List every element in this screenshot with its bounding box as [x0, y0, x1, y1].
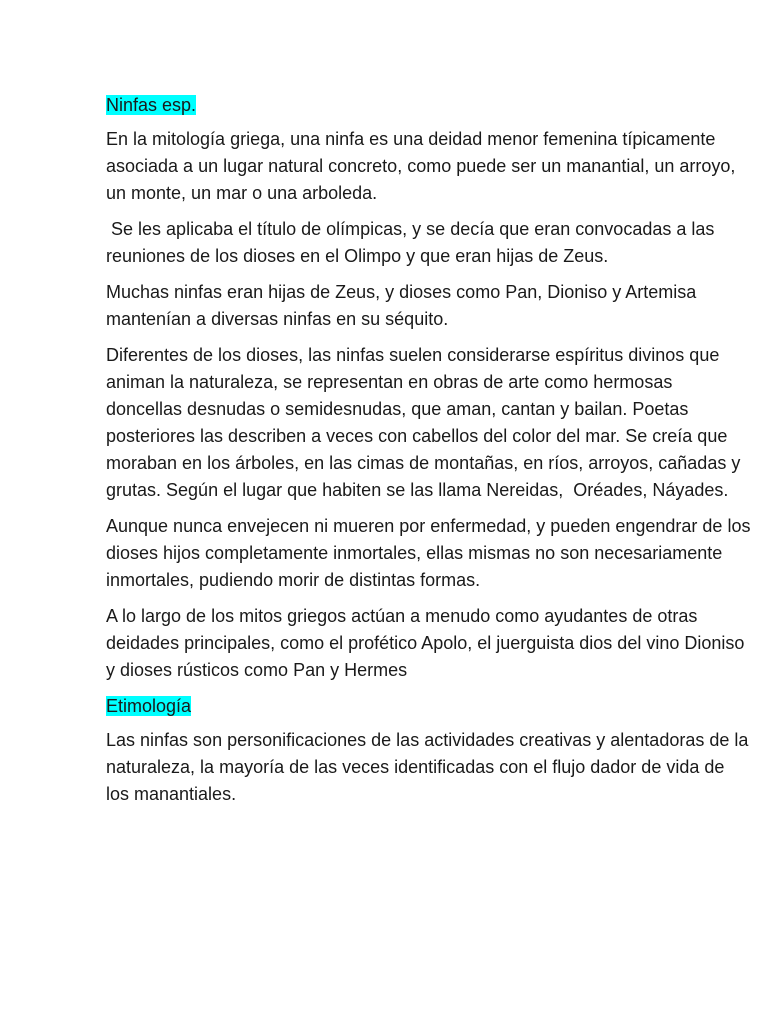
paragraph-2: Se les aplicaba el título de olímpicas, y se decía que eran convocadas a las reuniones de los dioses en el Olimpo y que eran hijas de Zeus. [106, 219, 720, 266]
paragraph-7: Las ninfas son personificaciones de las actividades creativas y alentadoras de la naturaleza, la mayoría de las veces identificadas con el flujo dador de vida de los manantiales. [106, 730, 749, 804]
heading-ninfas-text: Ninfas esp. [106, 95, 197, 115]
heading-ninfas [106, 92, 751, 119]
paragraph-1: En la mitología griega, una ninfa es una deidad menor femenina típicamente asociada a un lugar natural concreto, como puede ser un manantial, un arroyo, un monte, un mar o una arboleda. [106, 129, 736, 203]
paragraph-5: Aunque nunca envejecen ni mueren por enfermedad, y pueden engendrar de los dioses hijos completamente inmortales, ellas mismas no son necesariamente inmortales, pudiendo morir de distintas formas. [106, 516, 751, 590]
paragraph-3: Muchas ninfas eran hijas de Zeus, y dioses como Pan, Dioniso y Artemisa mantenían a diversas ninfas en su séquito. [106, 282, 697, 329]
paragraph-6: A lo largo de los mitos griegos actúan a menudo como ayudantes de otras deidades principales, como el profético Apolo, el juerguista dios del vino Dioniso y dioses rústicos como Pan y Hermes [106, 606, 745, 680]
heading-etimologia [106, 693, 751, 720]
paragraph-4: Diferentes de los dioses, las ninfas suelen considerarse espíritus divinos que animan la naturaleza, se representan en obras de arte como hermosas doncellas desnudas o semidesnudas, que aman, cantan y bailan. Poetas posteriores las describen a veces con cabellos del color del mar. Se creía que moraban en los árboles, en las cimas de montañas, en ríos, arroyos, cañadas y grutas. Según el lugar que habiten se las llama Nereidas, Oréades, Náyades. [106, 345, 746, 500]
heading-etimologia-text: Etimología [106, 696, 192, 716]
document-body [106, 92, 751, 808]
